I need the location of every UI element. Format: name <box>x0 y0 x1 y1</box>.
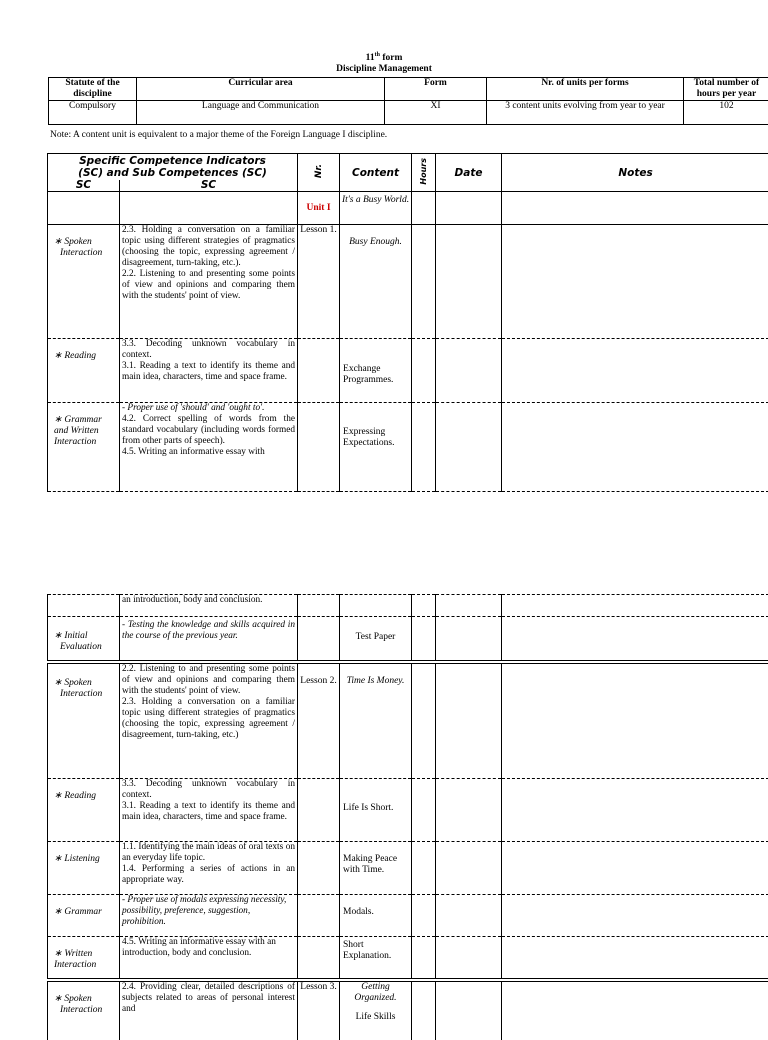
description-item: 3.1. Reading a text to identify its theme and main idea, characters, time and space frame. <box>122 361 295 383</box>
sc-label-line: ∗ Spoken <box>48 237 119 248</box>
sc-label-line: ∗ Reading <box>48 791 119 802</box>
unit-date-empty <box>436 192 502 225</box>
sc-grammar <box>48 895 120 937</box>
description-cell <box>120 225 298 339</box>
content-topic: Test Paper <box>340 617 412 662</box>
content-empty <box>340 595 412 617</box>
hours-empty <box>412 980 436 1040</box>
content-topic: Time Is Money. <box>340 662 412 779</box>
content-topic: Short Explanation. <box>340 937 412 980</box>
cell-total-hours: 102 <box>684 101 768 125</box>
lesson-number-empty <box>298 895 340 937</box>
lesson-number-empty <box>298 595 340 617</box>
header-nr <box>298 154 340 192</box>
description-item: 3.3. Decoding unknown vocabulary in context. <box>122 339 295 361</box>
date-empty <box>436 595 502 617</box>
date-empty <box>436 403 502 492</box>
sc-label-line: ∗ Initial <box>48 631 119 642</box>
date-empty <box>436 779 502 842</box>
header-sc-2: SC <box>120 180 298 192</box>
content-topic: Making Peace with Time. <box>340 842 412 895</box>
description-cell <box>120 842 298 895</box>
sc-label-line: Interaction <box>48 689 119 700</box>
lesson-number: Lesson 1. <box>298 225 340 339</box>
document-subtitle: Discipline Management <box>0 64 768 74</box>
sc-written-interaction <box>48 937 120 980</box>
content-topic: Busy Enough. <box>340 225 412 339</box>
sc-spoken-interaction-2 <box>48 662 120 779</box>
form-title <box>0 52 768 63</box>
sc-label-line: Interaction <box>48 437 119 448</box>
lesson-number-empty <box>298 779 340 842</box>
sc-label-line: ∗ Spoken <box>48 994 119 1005</box>
unit-nr-cell <box>298 192 340 225</box>
description-cell <box>120 937 298 980</box>
date-empty <box>436 842 502 895</box>
header-indicators-line2: (SC) and Sub Competences (SC) <box>48 167 297 179</box>
hours-empty <box>412 403 436 492</box>
description-item: 4.2. Correct spelling of words from the standard vocabulary (including words formed from other parts of speech). <box>122 414 295 447</box>
sc-label-line: ∗ Reading <box>48 351 119 362</box>
content-topic: Modals. <box>340 895 412 937</box>
header-total-hours: Total number of hours per year <box>684 78 768 101</box>
hours-empty <box>412 895 436 937</box>
notes-empty <box>502 937 768 980</box>
hours-empty <box>412 779 436 842</box>
header-statute: Statute of the discipline <box>49 78 137 101</box>
content-topic-extra: Life Skills <box>340 1012 411 1023</box>
sc-label-line: ∗ Grammar <box>48 907 119 918</box>
sc-spoken-interaction-3 <box>48 980 120 1040</box>
competence-table-page1 <box>47 153 768 492</box>
lesson-number-empty <box>298 842 340 895</box>
description-cell <box>120 779 298 842</box>
sc-label-line: and Written <box>48 426 119 437</box>
date-empty <box>436 937 502 980</box>
header-sc-1: SC <box>48 180 120 192</box>
header-indicators <box>48 154 298 180</box>
header-form: Form <box>385 78 487 101</box>
date-empty <box>436 980 502 1040</box>
description-item: an introduction, body and conclusion. <box>122 595 295 606</box>
header-hours <box>412 154 436 192</box>
description-item: 2.4. Providing clear, detailed descriptions of subjects related to areas of personal interest and <box>122 982 295 1015</box>
hours-empty <box>412 662 436 779</box>
lesson-number-empty <box>298 937 340 980</box>
content-topic: Life Is Short. <box>340 779 412 842</box>
description-item: 1.4. Performing a series of actions in an appropriate way. <box>122 864 295 886</box>
lesson-number: Lesson 3. <box>298 980 340 1040</box>
notes-empty <box>502 403 768 492</box>
header-content: Content <box>340 154 412 192</box>
description-item: 3.3. Decoding unknown vocabulary in context. <box>122 779 295 801</box>
sc-reading-2 <box>48 779 120 842</box>
sc-spoken-interaction-1 <box>48 225 120 339</box>
description-item-italic: - Proper use of modals expressing necessity, possibility, preference, suggestion, prohibition. <box>122 895 295 928</box>
unit-sc-empty <box>48 192 120 225</box>
description-cell <box>120 617 298 662</box>
hours-empty <box>412 339 436 403</box>
unit-desc-empty <box>120 192 298 225</box>
header-indicators-line1: Specific Competence Indicators <box>48 155 297 167</box>
lesson-number: Lesson 2. <box>298 662 340 779</box>
hours-empty <box>412 225 436 339</box>
hours-empty <box>412 595 436 617</box>
hours-empty <box>412 842 436 895</box>
notes-empty <box>502 662 768 779</box>
description-cell <box>120 980 298 1040</box>
date-empty <box>436 662 502 779</box>
description-item: 2.3. Holding a conversation on a familiar topic using different strategies of pragmatics (choosing the topic, expressing agreement / disagreement, turn-taking, etc.). <box>122 225 295 269</box>
description-item: 4.5. Writing an informative essay with an introduction, body and conclusion. <box>122 937 295 959</box>
notes-empty <box>502 842 768 895</box>
sc-label-line: ∗ Grammar <box>48 415 119 426</box>
lesson-number-empty <box>298 339 340 403</box>
notes-empty <box>502 895 768 937</box>
content-topic: Expressing Expectations. <box>340 403 412 492</box>
sc-label-line: ∗ Written <box>48 949 119 960</box>
header-curricular-area: Curricular area <box>137 78 385 101</box>
date-empty <box>436 617 502 662</box>
date-empty <box>436 225 502 339</box>
sc-empty <box>48 595 120 617</box>
header-date: Date <box>436 154 502 192</box>
sc-listening <box>48 842 120 895</box>
unit-content: It's a Busy World. <box>340 192 412 225</box>
sc-label-line: Interaction <box>48 248 119 259</box>
content-topic: Getting Organized. <box>340 982 411 1004</box>
discipline-info-table <box>48 77 768 125</box>
description-item: 2.2. Listening to and presenting some points of view and opinions and comparing them with the students' point of view. <box>122 269 295 302</box>
description-cell <box>120 403 298 492</box>
competence-table-page2 <box>47 594 768 1040</box>
sc-reading-1 <box>48 339 120 403</box>
sc-label-line: Evaluation <box>48 642 119 653</box>
note-text: Note: A content unit is equivalent to a major theme of the Foreign Language I discipline. <box>50 130 387 140</box>
form-title-text: form <box>380 53 402 63</box>
lesson-number-empty <box>298 403 340 492</box>
date-empty <box>436 339 502 403</box>
description-item: 3.1. Reading a text to identify its theme and main idea, characters, time and space frame. <box>122 801 295 823</box>
hours-empty <box>412 937 436 980</box>
cell-form: XI <box>385 101 487 125</box>
unit-notes-empty <box>502 192 768 225</box>
cell-statute: Compulsory <box>49 101 137 125</box>
header-hours-text: Hours <box>419 158 428 185</box>
description-cell <box>120 595 298 617</box>
hours-empty <box>412 617 436 662</box>
notes-empty <box>502 225 768 339</box>
content-topic: Exchange Programmes. <box>340 339 412 403</box>
form-title-suffix: th <box>375 52 380 58</box>
header-nr-text: Nr. <box>314 164 324 178</box>
sc-label-line: Interaction <box>48 1005 119 1016</box>
header-notes: Notes <box>502 154 768 192</box>
description-item: 1.1. Identifying the main ideas of oral texts on an everyday life topic. <box>122 842 295 864</box>
cell-units: 3 content units evolving from year to year <box>487 101 684 125</box>
notes-empty <box>502 339 768 403</box>
form-title-number: 11 <box>366 53 375 63</box>
sc-grammar-written-1 <box>48 403 120 492</box>
cell-curricular-area: Language and Communication <box>137 101 385 125</box>
sc-label-line: ∗ Spoken <box>48 678 119 689</box>
description-item-italic: - Testing the knowledge and skills acquired in the course of the previous year. <box>122 617 295 642</box>
description-item: 2.2. Listening to and presenting some points of view and opinions and comparing them with the students' point of view. <box>122 664 295 697</box>
sc-initial-evaluation <box>48 617 120 662</box>
notes-empty <box>502 617 768 662</box>
notes-empty <box>502 980 768 1040</box>
description-cell <box>120 339 298 403</box>
lesson-number-empty <box>298 617 340 662</box>
notes-empty <box>502 779 768 842</box>
unit-label: Unit I <box>298 203 339 213</box>
date-empty <box>436 895 502 937</box>
header-units: Nr. of units per forms <box>487 78 684 101</box>
sc-label-line: Interaction <box>48 960 119 971</box>
content-topic-cell <box>340 980 412 1040</box>
description-cell <box>120 662 298 779</box>
sc-label-line: ∗ Listening <box>48 854 119 865</box>
description-item: 2.3. Holding a conversation on a familiar topic using different strategies of pragmatics (choosing the topic, expressing agreement / disagreement, turn-taking, etc.) <box>122 697 295 741</box>
notes-empty <box>502 595 768 617</box>
description-cell <box>120 895 298 937</box>
description-item-italic: - Proper use of 'should' and 'ought to'. <box>122 403 295 414</box>
description-item: 4.5. Writing an informative essay with <box>122 447 295 458</box>
unit-hours-empty <box>412 192 436 225</box>
